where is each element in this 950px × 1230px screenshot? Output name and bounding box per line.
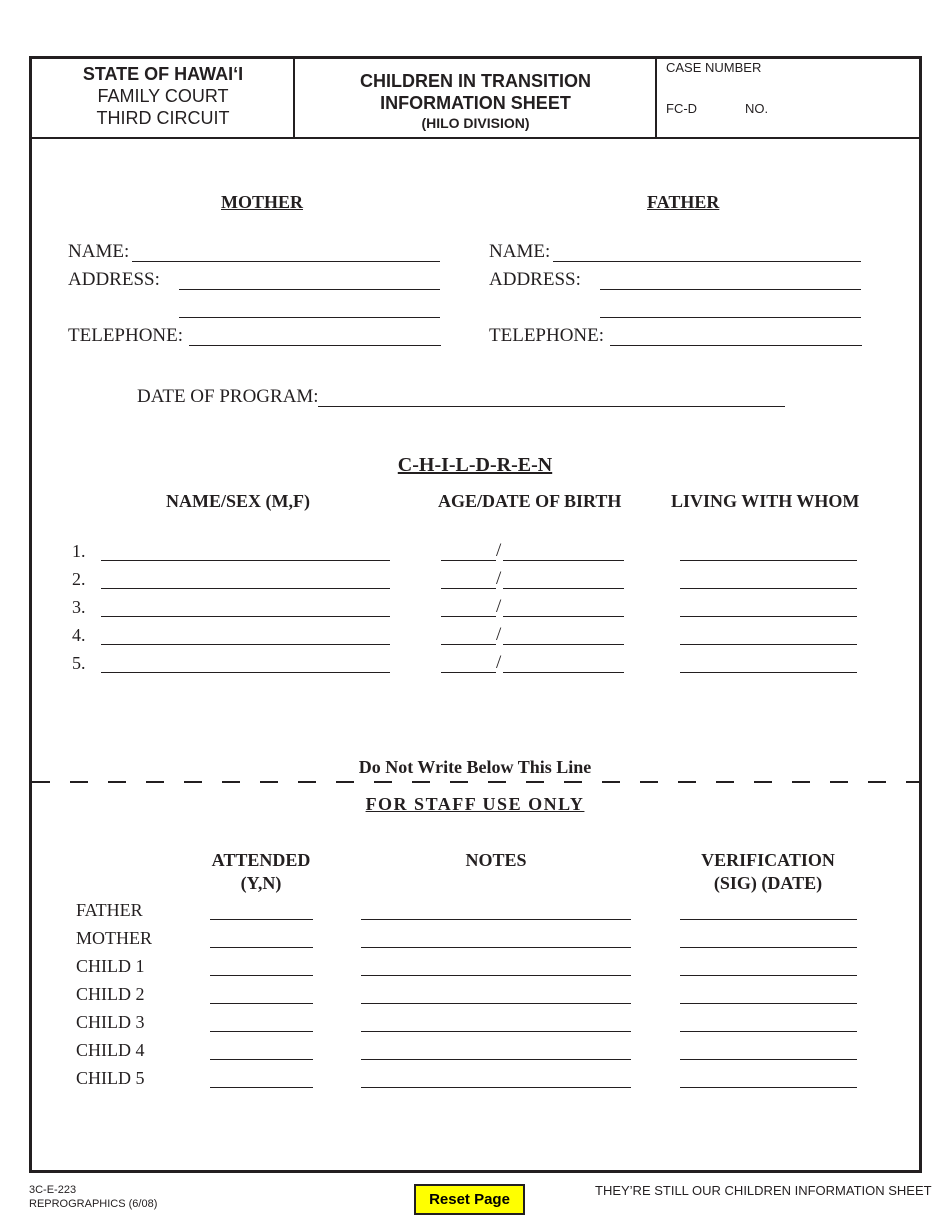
court-block — [32, 63, 294, 129]
notes-field[interactable] — [361, 975, 631, 976]
child-row-number: 5. — [72, 653, 86, 673]
staff-row-label: MOTHER — [76, 928, 152, 948]
reset-page-button[interactable]: Reset Page — [414, 1184, 525, 1215]
staff-row-label: CHILD 2 — [76, 984, 145, 1004]
notes-heading: NOTES — [465, 850, 527, 870]
form-code: 3C-E-223 — [29, 1184, 77, 1196]
father-heading: FATHER — [647, 192, 720, 212]
header-divider — [29, 137, 922, 139]
staff-use-title: FOR STAFF USE ONLY — [365, 794, 585, 814]
child-age-field[interactable] — [441, 644, 496, 645]
child-dob-field[interactable] — [503, 644, 624, 645]
child-row-number: 4. — [72, 625, 86, 645]
form-frame — [29, 56, 922, 1173]
age-dob-separator: / — [496, 540, 502, 561]
verification-heading: VERIFICATION (SIG) (DATE) — [701, 850, 835, 893]
header-column-divider — [655, 57, 657, 139]
sheet-name: THEY’RE STILL OUR CHILDREN INFORMATION SHEET — [595, 1183, 932, 1198]
verification-field[interactable] — [680, 1059, 857, 1060]
staff-row-label: CHILD 5 — [76, 1068, 145, 1088]
child-living-with-field[interactable] — [680, 616, 857, 617]
child-row-number: 3. — [72, 597, 86, 617]
mother-address-field-2[interactable] — [179, 317, 440, 318]
child-row-number: 2. — [72, 569, 86, 589]
staff-row-label: CHILD 4 — [76, 1040, 145, 1060]
father-address-field-2[interactable] — [600, 317, 861, 318]
child-dob-field[interactable] — [503, 672, 624, 673]
father-address-label: ADDRESS: — [489, 269, 581, 290]
attended-field[interactable] — [210, 947, 313, 948]
child-living-with-field[interactable] — [680, 672, 857, 673]
form-title-line2: INFORMATION SHEET — [380, 93, 571, 113]
attended-field[interactable] — [210, 1003, 313, 1004]
form-title-block — [296, 70, 655, 132]
verification-field[interactable] — [680, 919, 857, 920]
notes-field[interactable] — [361, 1087, 631, 1088]
age-dob-separator: / — [496, 568, 502, 589]
father-address-field-1[interactable] — [600, 289, 861, 290]
attended-field[interactable] — [210, 1059, 313, 1060]
notes-field[interactable] — [361, 947, 631, 948]
circuit-name: THIRD CIRCUIT — [96, 108, 230, 128]
father-telephone-label: TELEPHONE: — [489, 325, 605, 346]
col-age-dob: AGE/DATE OF BIRTH — [438, 491, 622, 511]
child-name-field[interactable] — [101, 588, 390, 589]
staff-row-label: CHILD 3 — [76, 1012, 145, 1032]
dashed-cut-line — [32, 781, 920, 783]
children-heading: C-H-I-L-D-R-E-N — [397, 454, 553, 476]
attended-field[interactable] — [210, 975, 313, 976]
child-name-field[interactable] — [101, 560, 390, 561]
child-name-field[interactable] — [101, 672, 390, 673]
age-dob-separator: / — [496, 624, 502, 645]
child-dob-field[interactable] — [503, 616, 624, 617]
col-name-sex: NAME/SEX (M,F) — [166, 491, 310, 511]
notes-field[interactable] — [361, 1059, 631, 1060]
notes-field[interactable] — [361, 1031, 631, 1032]
attended-field[interactable] — [210, 1031, 313, 1032]
state-name: STATE OF HAWAI‘I — [82, 64, 244, 84]
date-of-program-label: DATE OF PROGRAM: — [137, 386, 319, 407]
form-title-line1: CHILDREN IN TRANSITION — [360, 71, 591, 91]
form-code-block — [29, 1183, 157, 1211]
attended-field[interactable] — [210, 1087, 313, 1088]
father-telephone-field[interactable] — [610, 345, 862, 346]
mother-telephone-label: TELEPHONE: — [68, 325, 184, 346]
division-label: (HILO DIVISION) — [421, 115, 530, 131]
child-name-field[interactable] — [101, 616, 390, 617]
mother-heading: MOTHER — [221, 192, 304, 212]
verification-field[interactable] — [680, 947, 857, 948]
mother-name-label: NAME: — [68, 241, 130, 262]
staff-row-label: CHILD 1 — [76, 956, 145, 976]
child-age-field[interactable] — [441, 616, 496, 617]
verification-field[interactable] — [680, 975, 857, 976]
father-name-field[interactable] — [553, 261, 861, 262]
verification-field[interactable] — [680, 1087, 857, 1088]
child-living-with-field[interactable] — [680, 560, 857, 561]
mother-name-field[interactable] — [132, 261, 440, 262]
attended-heading: ATTENDED (Y,N) — [211, 850, 311, 893]
notes-field[interactable] — [361, 1003, 631, 1004]
col-living-with: LIVING WITH WHOM — [671, 491, 860, 511]
child-age-field[interactable] — [441, 672, 496, 673]
staff-row-label: FATHER — [76, 900, 143, 920]
child-age-field[interactable] — [441, 588, 496, 589]
child-row-number: 1. — [72, 541, 86, 561]
case-prefix: FC-D — [666, 101, 698, 116]
reprographics-label: REPROGRAPHICS (6/08) — [29, 1198, 158, 1210]
court-name: FAMILY COURT — [97, 86, 229, 106]
child-living-with-field[interactable] — [680, 588, 857, 589]
case-number-label: CASE NUMBER — [666, 60, 762, 75]
notes-field[interactable] — [361, 919, 631, 920]
age-dob-separator: / — [496, 596, 502, 617]
verification-field[interactable] — [680, 1003, 857, 1004]
child-dob-field[interactable] — [503, 588, 624, 589]
mother-telephone-field[interactable] — [189, 345, 441, 346]
father-name-label: NAME: — [489, 241, 551, 262]
child-living-with-field[interactable] — [680, 644, 857, 645]
mother-address-field-1[interactable] — [179, 289, 440, 290]
date-of-program-field[interactable] — [318, 406, 785, 407]
case-no-label: NO. — [745, 101, 769, 116]
do-not-write-notice: Do Not Write Below This Line — [358, 757, 592, 777]
mother-address-label: ADDRESS: — [68, 269, 160, 290]
attended-field[interactable] — [210, 919, 313, 920]
case-number-row[interactable] — [666, 101, 768, 116]
verification-field[interactable] — [680, 1031, 857, 1032]
age-dob-separator: / — [496, 652, 502, 673]
child-age-field[interactable] — [441, 560, 496, 561]
child-dob-field[interactable] — [503, 560, 624, 561]
child-name-field[interactable] — [101, 644, 390, 645]
